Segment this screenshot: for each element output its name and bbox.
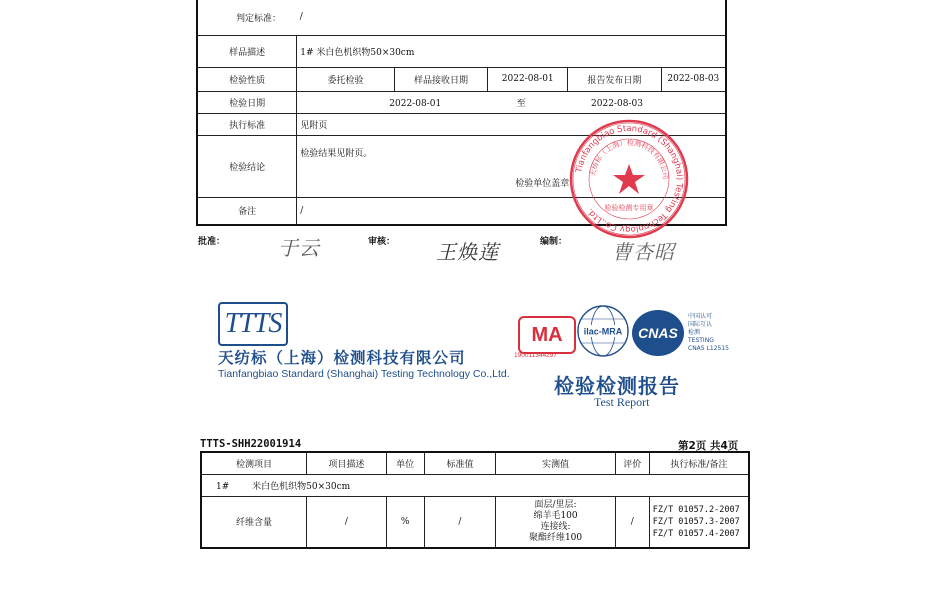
row-evaluation: /	[615, 496, 649, 548]
report-title-cn: 检验检测报告	[554, 374, 680, 398]
receive-date-value: 2022-08-01	[488, 67, 568, 91]
company-name-en: Tianfangbiao Standard (Shanghai) Testing Technology Co.,Ltd.	[218, 368, 510, 380]
logo-text: TTTS	[224, 308, 282, 339]
sample-cell	[201, 474, 749, 496]
seal-bottom-text: 检验检测专用章	[604, 204, 654, 212]
approve-label: 批准：	[198, 237, 226, 247]
cnas-info	[688, 313, 729, 353]
results-table	[200, 451, 750, 549]
cnas-mark	[632, 310, 684, 356]
ilac-mra-globe-icon	[576, 300, 630, 362]
cnas-cn-3: 检测	[688, 329, 701, 336]
report-date-value: 2022-08-03	[661, 67, 726, 91]
sample-desc: 米白色机织物50×30cm	[252, 481, 351, 492]
page-indicator: 第2页 共4页	[678, 440, 739, 452]
measured-line-2: 绵羊毛100	[533, 510, 578, 521]
cnas-cn-2: 国际互认	[688, 321, 713, 328]
header-item: 检测项目	[201, 452, 307, 474]
report-number: TTTS-SHH22001914	[200, 438, 302, 450]
header-evaluation: 评价	[615, 452, 649, 474]
header-unit: 单位	[386, 452, 424, 474]
cnas-text: CNAS	[638, 325, 678, 341]
review-signature: 王焕莲	[436, 240, 499, 264]
header-measured: 实测值	[496, 452, 616, 474]
standard-value: 见附页	[297, 113, 726, 135]
header-standard-remark: 执行标准/备注	[649, 452, 749, 474]
seal-note: 检验单位盖章	[515, 178, 570, 189]
cnas-number: CNAS L12515	[688, 345, 729, 352]
measured-line-4: 聚酯纤维100	[528, 532, 583, 543]
sample-row	[201, 474, 749, 496]
approve-signature: 于云	[278, 236, 320, 260]
row-unit: %	[386, 496, 424, 548]
sample-desc-value: 1# 米白色机织物50×30cm	[297, 35, 726, 67]
cma-mark	[518, 316, 576, 354]
judgment-label: 判定标准：	[197, 0, 297, 35]
row-item: 纤维含量	[201, 496, 307, 548]
row-measured	[496, 496, 616, 548]
conclusion-value: 检验结果见附页。	[300, 148, 373, 159]
test-date-from: 2022-08-01	[389, 98, 442, 109]
row-standards	[649, 496, 749, 548]
standard-line-2: FZ/T 01057.3-2007	[652, 516, 740, 527]
sample-desc-label: 样品描述	[197, 35, 297, 67]
compile-label: 编制：	[540, 237, 568, 247]
report-title-en: Test Report	[594, 395, 650, 409]
remark-value: /	[297, 197, 726, 225]
standard-line-1: FZ/T 01057.2-2007	[652, 504, 740, 515]
receive-date-label: 样品接收日期	[394, 67, 488, 91]
standard-line-3: FZ/T 01057.4-2007	[652, 528, 740, 539]
report-date-label: 报告发布日期	[568, 67, 662, 91]
cnas-cn-1: 中国认可	[688, 313, 713, 320]
table-row	[201, 496, 749, 548]
test-date-to-word: 至	[516, 98, 526, 109]
cma-number: 190011344297	[514, 352, 557, 359]
nature-label: 检验性质	[197, 67, 297, 91]
judgment-value: /	[297, 0, 726, 35]
measured-line-1: 面层/里层:	[534, 499, 577, 510]
test-date-range	[297, 91, 726, 113]
remark-label: 备注	[197, 197, 297, 225]
header-standard-value: 标准值	[424, 452, 496, 474]
ilac-text: ilac-MRA	[583, 326, 623, 337]
test-date-to: 2022-08-03	[591, 98, 643, 109]
row-desc: /	[307, 496, 387, 548]
seal-inner-text: 天纺标（上海）检测科技有限公司	[588, 138, 670, 180]
conclusion-label: 检验结论	[197, 135, 297, 197]
header-desc: 项目描述	[307, 452, 387, 474]
table-header-row	[201, 452, 749, 474]
company-name-cn: 天纺标（上海）检测科技有限公司	[218, 349, 466, 367]
compile-signature: 曹杏昭	[612, 240, 675, 264]
review-label: 审核：	[368, 237, 396, 247]
sample-id: 1#	[216, 481, 230, 492]
cma-text: MA	[531, 323, 563, 346]
standard-label: 执行标准	[197, 113, 297, 135]
row-standard: /	[424, 496, 496, 548]
company-logo	[218, 302, 288, 346]
nature-value: 委托检验	[297, 67, 395, 91]
seal-ring-text: Tianfangbiao Standard (Shanghai) Testing Technology Co.,Ltd.	[574, 123, 685, 235]
measured-line-3: 连接线:	[540, 521, 571, 532]
test-date-label: 检验日期	[197, 91, 297, 113]
cnas-en: TESTING	[688, 337, 714, 344]
seal-star-icon	[613, 164, 645, 194]
company-seal	[568, 118, 690, 240]
